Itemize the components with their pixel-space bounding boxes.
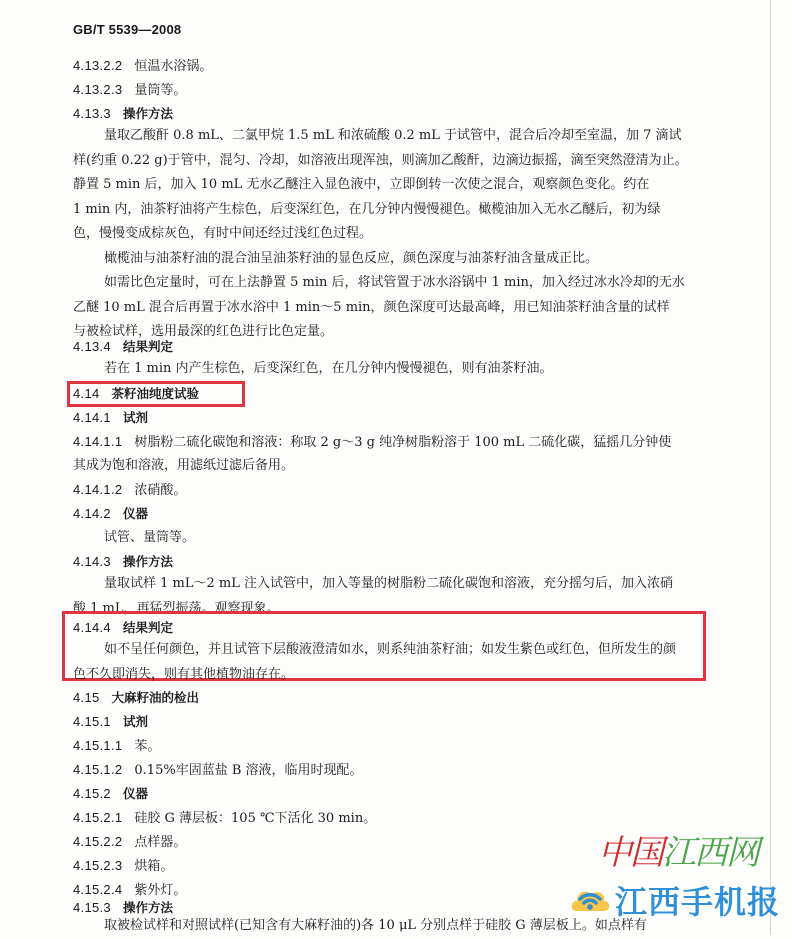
clause-4-13-2-3 bbox=[73, 82, 186, 99]
watermark-red-text: 中国 bbox=[598, 833, 662, 873]
heading-4-13-4 bbox=[73, 339, 173, 356]
clause-number: 4.15.2.1 bbox=[73, 810, 123, 825]
clause-number: 4.14.1.1 bbox=[73, 434, 123, 449]
clause-text: 紫外灯。 bbox=[134, 883, 187, 898]
clause-text: 浓硝酸。 bbox=[134, 483, 187, 498]
paragraph-quantitative bbox=[73, 271, 713, 345]
clause-number: 4.15.3 bbox=[73, 900, 111, 915]
wifi-cloud-icon bbox=[568, 877, 612, 921]
clause-number: 4.15.2 bbox=[73, 786, 111, 801]
text-line: 如需比色定量时，可在上法静置 5 min 后，将试管置于冰水浴锅中 1 min，加入经过冰水冷却的无水 bbox=[104, 275, 685, 290]
heading-4-15-2 bbox=[73, 786, 148, 803]
heading-title: 操作方法 bbox=[122, 554, 173, 569]
clause-4-15-1-1 bbox=[73, 738, 160, 755]
text-line: 乙醚 10 mL 混合后再置于冰水浴中 1 min～5 min，颜色深度可达最高峰，用已知油茶籽油含量的试样 bbox=[73, 299, 670, 315]
paragraph-procedure-4-13-3 bbox=[73, 124, 713, 247]
heading-4-14-4 bbox=[73, 620, 173, 637]
paragraph-mixed-oil bbox=[73, 247, 713, 272]
clause-number: 4.15.1.2 bbox=[73, 762, 123, 777]
clause-text: 恒温水浴锅。 bbox=[134, 59, 213, 74]
paragraph-result-4-13-4 bbox=[73, 357, 713, 382]
text-line: 色，慢慢变成棕灰色，有时中间还经过浅红色过程。 bbox=[73, 226, 373, 242]
clause-number: 4.14.3 bbox=[73, 554, 111, 569]
text-line: 如不呈任何颜色，并且试管下层酸液澄清如水，则系纯油茶籽油；如发生紫色或红色，但所发生的颜 bbox=[104, 642, 677, 657]
clause-4-14-2-text: 试管、量筒等。 bbox=[104, 530, 196, 545]
text-line: 静置 5 min 后，加入 10 mL 无水乙醚注入显色液中，立即倒转一次使之混合，观察颜色变化。约在 bbox=[73, 177, 650, 193]
heading-4-15 bbox=[73, 690, 199, 707]
clause-number: 4.13.2.3 bbox=[73, 82, 123, 97]
text-line: 若在 1 min 内产生棕色，后变深红色，在几分钟内慢慢褪色，则有油茶籽油。 bbox=[104, 361, 553, 376]
clause-number: 4.13.4 bbox=[73, 339, 111, 354]
clause-number: 4.13.3 bbox=[73, 106, 111, 121]
heading-title: 大麻籽油的检出 bbox=[111, 690, 200, 705]
watermark-site-name bbox=[598, 825, 758, 874]
heading-title: 操作方法 bbox=[122, 106, 173, 121]
text-line: 橄榄油与油茶籽油的混合油呈油茶籽油的显色反应，颜色深度与油茶籽油含量成正比。 bbox=[104, 251, 599, 266]
text-line: 色不久即消失，则有其他植物油存在。 bbox=[73, 666, 295, 682]
heading-4-15-1 bbox=[73, 714, 148, 731]
clause-number: 4.14.1 bbox=[73, 410, 111, 425]
clause-text: 点样器。 bbox=[134, 835, 187, 850]
standard-number-header: GB/T 5539—2008 bbox=[73, 22, 182, 37]
heading-4-14-2 bbox=[73, 506, 148, 523]
clause-4-15-2-3 bbox=[73, 858, 173, 875]
text-line: 1 min 内，油茶籽油将产生棕色，后变深红色，在几分钟内慢慢褪色。橄榄油加入无水乙醚后，初为绿 bbox=[73, 201, 661, 217]
heading-title: 结果判定 bbox=[122, 620, 173, 635]
heading-title: 仪器 bbox=[122, 506, 148, 521]
clause-text: 硅胶 G 薄层板：105 ℃下活化 30 min。 bbox=[134, 811, 377, 826]
heading-4-14 bbox=[73, 386, 199, 403]
text-line: 量取试样 1 mL～2 mL 注入试管中，加入等量的树脂粉二硫化碳饱和溶液，充分摇匀后，加入浓硝 bbox=[104, 576, 673, 591]
heading-title: 操作方法 bbox=[122, 900, 173, 915]
clause-text: 树脂粉二硫化碳饱和溶液：称取 2 g～3 g 纯净树脂粉溶于 100 mL 二硫化碳，猛摇几分钟使 bbox=[134, 435, 672, 450]
clause-number: 4.14.2 bbox=[73, 506, 111, 521]
clause-number: 4.13.2.2 bbox=[73, 58, 123, 73]
watermark-logo bbox=[560, 825, 781, 935]
text-line: 取被检试样和对照试样(已知含有大麻籽油的)各 10 μL 分别点样于硅胶 G 薄层板上。如点样有 bbox=[104, 918, 647, 933]
clause-number: 4.14.1.2 bbox=[73, 482, 123, 497]
watermark-brand-text: 江西手机报 bbox=[615, 883, 781, 921]
text-line: 样(约重 0.22 g)于管中，混匀、冷却，如溶液出现浑浊，则滴加乙酸酐，边滴边振摇，滴至突然澄清为止。 bbox=[73, 152, 688, 168]
heading-title: 试剂 bbox=[122, 410, 148, 425]
heading-4-14-3 bbox=[73, 554, 173, 571]
clause-4-15-1-2 bbox=[73, 762, 363, 779]
clause-4-13-2-2 bbox=[73, 58, 212, 75]
clause-text: 0.15%牢固蓝盐 B 溶液，临用时现配。 bbox=[134, 763, 363, 778]
clause-text: 烘箱。 bbox=[134, 859, 174, 874]
page-edge bbox=[770, 0, 771, 935]
clause-4-15-2-1 bbox=[73, 810, 376, 827]
clause-number: 4.15.2.2 bbox=[73, 834, 123, 849]
text-line: 酸 1 mL，再猛烈振荡。观察现象。 bbox=[73, 600, 280, 616]
heading-title: 茶籽油纯度试验 bbox=[111, 386, 200, 401]
clause-number: 4.15.2.3 bbox=[73, 858, 123, 873]
clause-4-14-1-1-cont: 其成为饱和溶液，用滤纸过滤后备用。 bbox=[73, 458, 295, 473]
clause-number: 4.14 bbox=[73, 386, 100, 401]
paragraph-result-4-14-4 bbox=[73, 638, 713, 687]
clause-4-14-1-2 bbox=[73, 482, 186, 499]
clause-4-15-2-4 bbox=[73, 882, 186, 899]
text-line: 量取乙酸酐 0.8 mL、二氯甲烷 1.5 mL 和浓硫酸 0.2 mL 于试管中，混合后冷却至室温，加 7 滴试 bbox=[104, 128, 682, 143]
clause-text: 量筒等。 bbox=[134, 83, 187, 98]
heading-title: 试剂 bbox=[122, 714, 148, 729]
heading-title: 结果判定 bbox=[122, 339, 173, 354]
clause-number: 4.15.1.1 bbox=[73, 738, 123, 753]
clause-number: 4.15.2.4 bbox=[73, 882, 123, 897]
heading-title: 仪器 bbox=[122, 786, 148, 801]
text-line: 与被检试样，选用最深的红色进行比色定量。 bbox=[73, 324, 334, 340]
clause-text: 苯。 bbox=[134, 739, 161, 754]
heading-4-14-1 bbox=[73, 410, 148, 427]
clause-number: 4.15 bbox=[73, 690, 100, 705]
clause-4-15-2-2 bbox=[73, 834, 186, 851]
clause-number: 4.14.4 bbox=[73, 620, 111, 635]
heading-4-13-3 bbox=[73, 106, 173, 123]
clause-number: 4.15.1 bbox=[73, 714, 111, 729]
clause-4-14-1-1 bbox=[73, 434, 671, 451]
watermark-green-text: 江西网 bbox=[662, 833, 758, 873]
